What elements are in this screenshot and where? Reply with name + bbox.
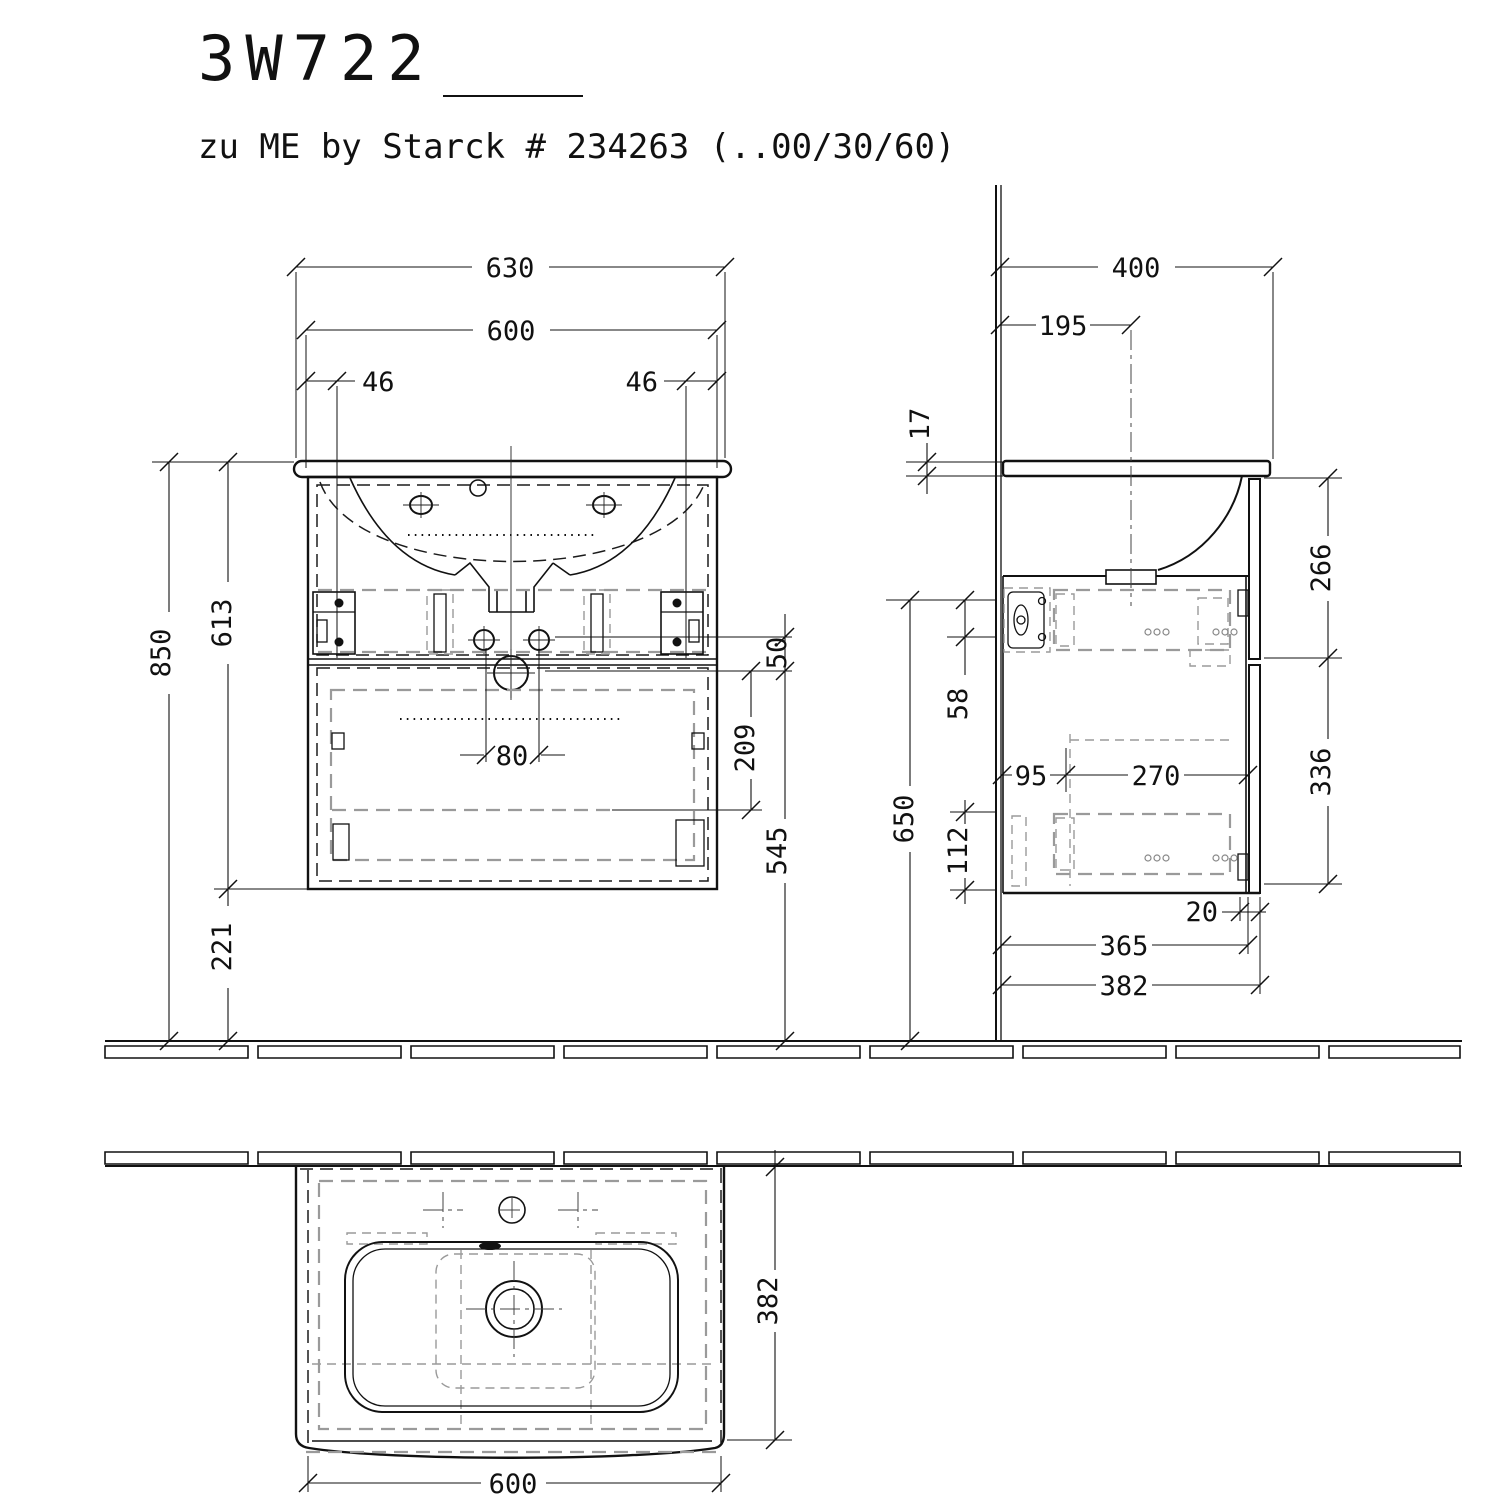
washbasin-outline-plan bbox=[296, 1167, 724, 1458]
dim-side-rail-length: 270 bbox=[1131, 761, 1181, 792]
dim-front-height-total: 850 bbox=[146, 628, 177, 678]
cabinet-hidden-plan bbox=[300, 1169, 722, 1446]
dim-front-holes-offset: 50 bbox=[762, 636, 793, 670]
hinge-bracket-left bbox=[313, 592, 355, 654]
dim-side-rail-offset: 95 bbox=[1014, 761, 1048, 792]
lower-drawer-hidden-outline bbox=[317, 668, 708, 881]
front-view bbox=[146, 253, 793, 1041]
side-upper-slide bbox=[1054, 590, 1237, 666]
pipe-holes bbox=[468, 626, 555, 698]
dim-side-front-lower: 336 bbox=[1306, 747, 1337, 797]
wall-hatch bbox=[105, 1152, 1460, 1164]
dim-side-mount-height: 650 bbox=[889, 794, 920, 844]
cabinet-body-front bbox=[308, 477, 717, 889]
basin-bowl-plan bbox=[345, 1242, 678, 1412]
front-lower-hardware bbox=[331, 690, 704, 866]
floor-hatch bbox=[105, 1046, 1460, 1058]
dim-plan-depth: 382 bbox=[753, 1276, 784, 1326]
dim-side-bottom-gap: 20 bbox=[1185, 897, 1218, 928]
dim-side-front-upper: 266 bbox=[1306, 543, 1337, 593]
dim-front-height-unit: 613 bbox=[207, 598, 238, 648]
basin-fixing-holes bbox=[403, 492, 622, 518]
drawer-front-upper bbox=[1249, 479, 1260, 659]
dim-front-width-total: 630 bbox=[485, 253, 535, 284]
side-view bbox=[727, 185, 1342, 1440]
dim-plan-width: 600 bbox=[488, 1469, 538, 1500]
dim-front-offset-left: 46 bbox=[362, 367, 395, 398]
dim-side-basin-depth: 382 bbox=[1099, 971, 1149, 1002]
title-block bbox=[198, 22, 955, 167]
basin-bowl-curve-left bbox=[350, 478, 455, 575]
drawing-subtitle: zu ME by Starck # 234263 (..00/30/60) bbox=[198, 127, 956, 167]
plan-view bbox=[296, 1150, 784, 1500]
dim-front-floor-gap: 221 bbox=[207, 922, 238, 972]
rail-mount-right bbox=[584, 590, 610, 654]
drain-plan bbox=[466, 1261, 562, 1357]
front-dimensions bbox=[146, 253, 793, 1041]
tap-hole-plan bbox=[423, 1192, 598, 1228]
basin-bowl-curve-right bbox=[570, 478, 675, 575]
upper-drawer-hidden-outline bbox=[317, 485, 708, 655]
dim-front-drawer-depth: 209 bbox=[730, 723, 761, 773]
front-upper-hardware bbox=[313, 590, 708, 654]
drain-funnel bbox=[455, 563, 570, 612]
dim-front-offset-right: 46 bbox=[625, 367, 658, 398]
drawer-box-hidden bbox=[331, 690, 694, 860]
washbasin-rim-side bbox=[1003, 461, 1270, 476]
drawing-number: 3W722 bbox=[198, 22, 435, 95]
dim-side-bracket-height: 58 bbox=[943, 687, 974, 721]
dim-side-rail-height: 112 bbox=[943, 826, 974, 876]
overflow-slot-plan bbox=[479, 1242, 501, 1250]
drawer-hidden-plan bbox=[319, 1181, 706, 1429]
dim-side-tap-distance: 195 bbox=[1038, 311, 1088, 342]
dim-front-width-cabinet: 600 bbox=[486, 316, 536, 347]
basin-bowl-curve-side bbox=[1158, 476, 1242, 570]
dim-front-lower-section: 545 bbox=[762, 826, 793, 876]
drawer-front-lower bbox=[1249, 665, 1260, 893]
basin-bowl-hidden-curve bbox=[320, 482, 705, 562]
dim-side-top-thickness: 17 bbox=[905, 407, 936, 441]
dim-side-depth-total: 400 bbox=[1111, 253, 1161, 284]
dim-front-holes-spacing: 80 bbox=[495, 741, 529, 772]
dim-side-cabinet-depth: 365 bbox=[1099, 931, 1149, 962]
hinge-bracket-right bbox=[661, 592, 703, 654]
drain-recess-hidden bbox=[436, 1254, 595, 1388]
side-lower-slide bbox=[1012, 734, 1237, 886]
overflow-hole bbox=[470, 480, 486, 496]
washbasin-rim-front bbox=[294, 461, 731, 477]
rail-mount-left bbox=[427, 590, 453, 654]
wall-mount-bracket bbox=[1004, 588, 1050, 652]
